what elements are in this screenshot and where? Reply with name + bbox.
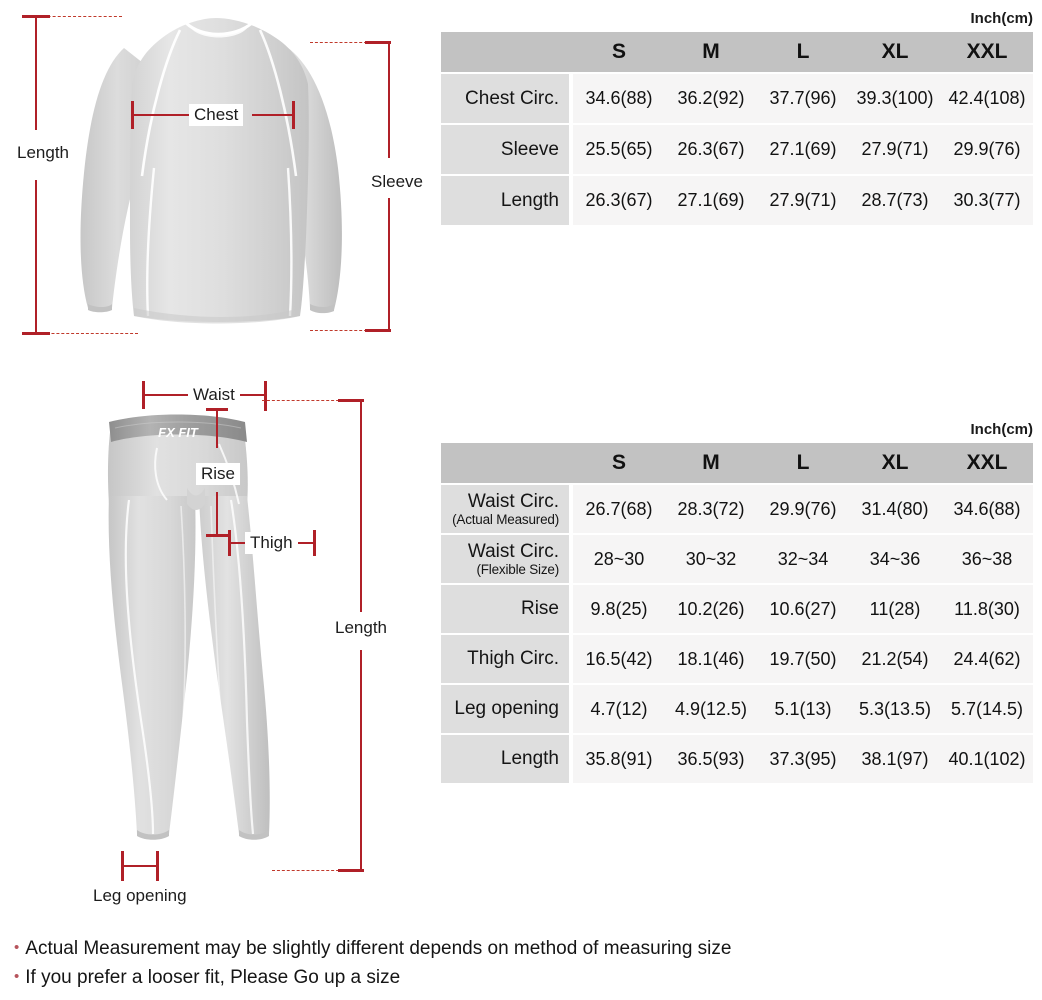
pants-leg-opening-label: Leg opening: [88, 885, 192, 907]
top-cell-chest-m: 36.2(92): [665, 72, 757, 123]
rise-dim-line-upper: [216, 408, 218, 448]
bottom-cell-waist-actual-xxl: 34.6(88): [941, 483, 1033, 533]
bottom-row-label-leg-opening: Leg opening: [441, 683, 569, 733]
bottom-cell-thigh-xl: 21.2(54): [849, 633, 941, 683]
bottom-cell-length-l: 37.3(95): [757, 733, 849, 783]
sleeve-dim-line-upper: [388, 42, 390, 158]
bottom-cell-waist-actual-s: 26.7(68): [573, 483, 665, 533]
bottom-cell-thigh-xxl: 24.4(62): [941, 633, 1033, 683]
bottom-cell-rise-xxl: 11.8(30): [941, 583, 1033, 633]
top-table-header-row: [441, 32, 1033, 72]
top-cell-length-xxl: 30.3(77): [941, 174, 1033, 225]
bottom-cell-waist-flex-m: 30~32: [665, 533, 757, 583]
bottom-table-header-row: [441, 443, 1033, 483]
bottom-cell-leg-opening-m: 4.9(12.5): [665, 683, 757, 733]
bottom-table-unit-label: Inch(cm): [970, 421, 1033, 438]
bottom-cell-length-s: 35.8(91): [573, 733, 665, 783]
top-cell-chest-xxl: 42.4(108): [941, 72, 1033, 123]
bottom-table-col-s: S: [573, 443, 665, 483]
top-cell-chest-xl: 39.3(100): [849, 72, 941, 123]
waist-dim-line-right: [238, 394, 266, 396]
bottom-cell-thigh-m: 18.1(46): [665, 633, 757, 683]
table-row: [441, 683, 1033, 733]
bottom-cell-length-m: 36.5(93): [665, 733, 757, 783]
top-table-col-m: M: [665, 32, 757, 72]
top-table-unit-label: Inch(cm): [970, 10, 1033, 27]
thigh-dim-line-right: [296, 542, 315, 544]
top-row-label-length: Length: [441, 174, 569, 225]
top-cell-sleeve-l: 27.1(69): [757, 123, 849, 174]
bottom-cell-rise-xl: 11(28): [849, 583, 941, 633]
footnote-text-2: If you prefer a looser fit, Please Go up a size: [25, 967, 401, 988]
bottom-row-label-waist-flexible: [441, 533, 569, 583]
bottom-row-label-length: Length: [441, 733, 569, 783]
table-row: [441, 72, 1033, 123]
shirt-illustration: [20, 8, 420, 338]
table-row: [441, 483, 1033, 533]
shirt-chest-label: Chest: [189, 104, 243, 126]
top-cell-chest-l: 37.7(96): [757, 72, 849, 123]
top-size-table: [441, 32, 1033, 225]
waist-dim-line-left: [142, 394, 188, 396]
top-cell-sleeve-xxl: 29.9(76): [941, 123, 1033, 174]
footnote-item: [14, 967, 914, 989]
bullet-icon: •: [14, 939, 20, 956]
pants-rise-label: Rise: [196, 463, 240, 485]
row-label-sub: (Actual Measured): [452, 512, 559, 528]
sleeve-dim-bottom-extension: [310, 330, 372, 331]
pants-length-line-upper: [360, 400, 362, 612]
chest-dim-line-right: [252, 114, 295, 116]
thigh-dim-line-left: [228, 542, 246, 544]
footnotes: [14, 938, 914, 996]
bottom-table-col-xxl: XXL: [941, 443, 1033, 483]
bottom-cell-leg-opening-s: 4.7(12): [573, 683, 665, 733]
bottom-cell-rise-m: 10.2(26): [665, 583, 757, 633]
bottom-cell-length-xl: 38.1(97): [849, 733, 941, 783]
top-cell-length-l: 27.9(71): [757, 174, 849, 225]
bottom-cell-thigh-l: 19.7(50): [757, 633, 849, 683]
top-cell-length-xl: 28.7(73): [849, 174, 941, 225]
pants-length-top-extension: [262, 400, 344, 401]
bottom-table-corner-cell: [441, 443, 569, 483]
shirt-length-label: Length: [12, 142, 74, 164]
bottom-row-label-waist-actual: [441, 483, 569, 533]
top-table-corner-cell: [441, 32, 569, 72]
bottom-cell-leg-opening-xl: 5.3(13.5): [849, 683, 941, 733]
top-row-label-sleeve: Sleeve: [441, 123, 569, 174]
top-table-col-xxl: XXL: [941, 32, 1033, 72]
table-row: [441, 533, 1033, 583]
bottom-cell-leg-opening-l: 5.1(13): [757, 683, 849, 733]
pants-thigh-label: Thigh: [245, 532, 298, 554]
pants-length-label: Length: [330, 617, 392, 639]
bottom-table-col-m: M: [665, 443, 757, 483]
bottom-cell-rise-l: 10.6(27): [757, 583, 849, 633]
top-cell-length-s: 26.3(67): [573, 174, 665, 225]
footnote-item: [14, 938, 914, 960]
top-cell-length-m: 27.1(69): [665, 174, 757, 225]
waistband-brand-text: FX FIT: [158, 425, 198, 440]
top-cell-sleeve-xl: 27.9(71): [849, 123, 941, 174]
bottom-cell-waist-flex-l: 32~34: [757, 533, 849, 583]
bottom-table-col-l: L: [757, 443, 849, 483]
top-table-col-xl: XL: [849, 32, 941, 72]
bottom-size-table: [441, 443, 1033, 783]
top-table-col-l: L: [757, 32, 849, 72]
footnote-text-1: Actual Measurement may be slightly different depends on method of measuring size: [25, 938, 732, 959]
top-cell-sleeve-m: 26.3(67): [665, 123, 757, 174]
bottom-row-label-rise: Rise: [441, 583, 569, 633]
waist-dim-right-cap: [264, 381, 267, 411]
length-dim-line-upper: [35, 16, 37, 130]
pants-waist-label: Waist: [188, 384, 240, 406]
top-table-col-s: S: [573, 32, 665, 72]
bottom-cell-leg-opening-xxl: 5.7(14.5): [941, 683, 1033, 733]
bottom-cell-waist-actual-l: 29.9(76): [757, 483, 849, 533]
table-row: [441, 174, 1033, 225]
chest-dim-line-left: [131, 114, 189, 116]
bottom-cell-rise-s: 9.8(25): [573, 583, 665, 633]
shirt-sleeve-label: Sleeve: [366, 171, 428, 193]
length-dim-line-lower: [35, 180, 37, 333]
bottom-cell-waist-flex-s: 28~30: [573, 533, 665, 583]
top-cell-sleeve-s: 25.5(65): [573, 123, 665, 174]
pants-length-bottom-extension: [272, 870, 344, 871]
top-row-label-chest: Chest Circ.: [441, 72, 569, 123]
bottom-cell-waist-flex-xxl: 36~38: [941, 533, 1033, 583]
bottom-table-col-xl: XL: [849, 443, 941, 483]
row-label-main: Waist Circ.: [467, 490, 559, 512]
table-row: [441, 583, 1033, 633]
bottom-row-label-thigh: Thigh Circ.: [441, 633, 569, 683]
rise-dim-line-lower: [216, 492, 218, 536]
sleeve-dim-line-lower: [388, 198, 390, 330]
pants-length-line-lower: [360, 650, 362, 870]
bottom-cell-waist-actual-xl: 31.4(80): [849, 483, 941, 533]
table-row: [441, 123, 1033, 174]
leg-opening-line: [121, 865, 159, 867]
bottom-cell-thigh-s: 16.5(42): [573, 633, 665, 683]
row-label-main: Waist Circ.: [467, 540, 559, 562]
table-row: [441, 733, 1033, 783]
row-label-sub: (Flexible Size): [476, 562, 559, 578]
bottom-cell-waist-actual-m: 28.3(72): [665, 483, 757, 533]
bottom-cell-waist-flex-xl: 34~36: [849, 533, 941, 583]
top-cell-chest-s: 34.6(88): [573, 72, 665, 123]
sleeve-dim-top-extension: [310, 42, 372, 43]
table-row: [441, 633, 1033, 683]
bullet-icon: •: [14, 968, 20, 985]
bottom-cell-length-xxl: 40.1(102): [941, 733, 1033, 783]
